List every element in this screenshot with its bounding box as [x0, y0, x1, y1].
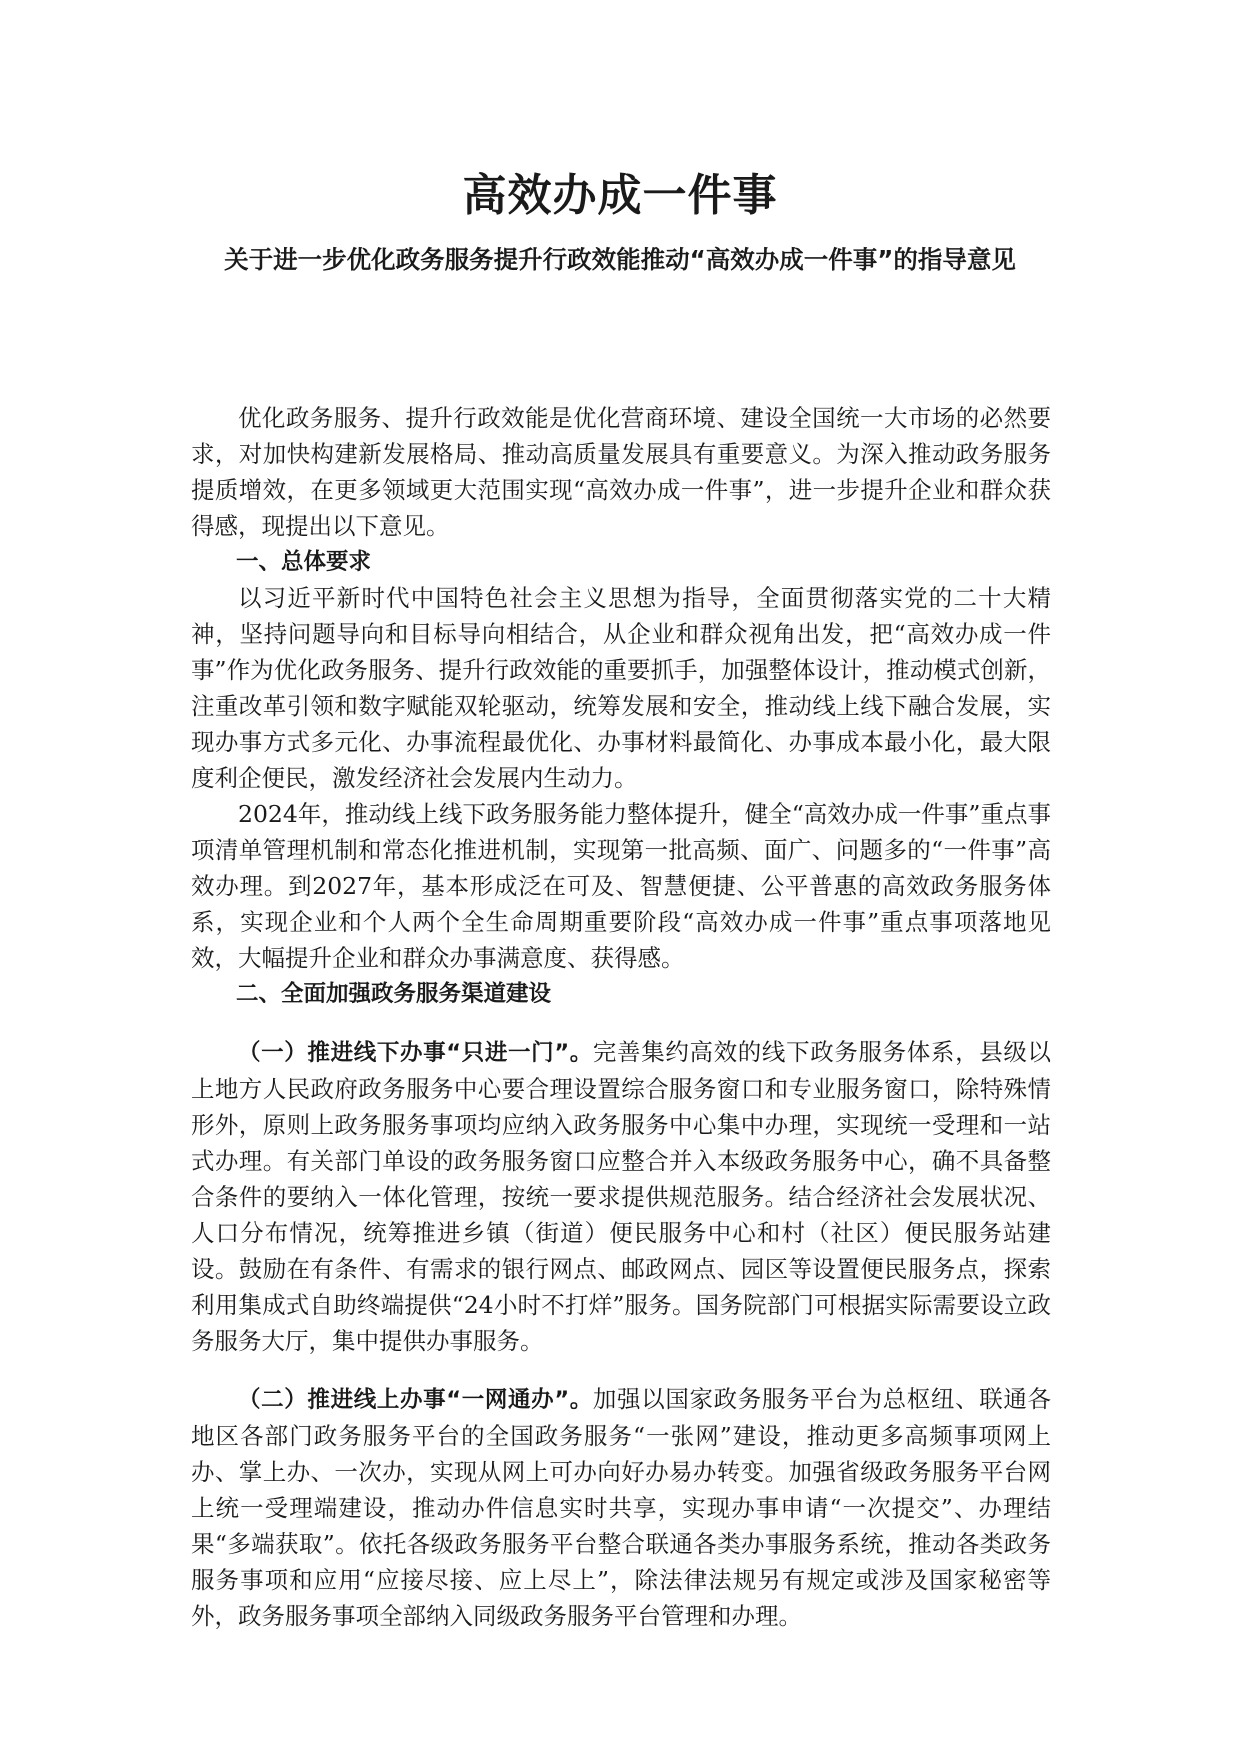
section-1-paragraph-1: 以习近平新时代中国特色社会主义思想为指导，全面贯彻落实党的二十大精神，坚持问题导向和目标导向相结合，从企业和群众视角出发，把“高效办成一件事”作为优化政务服务、提升行政效能的重要抓手，加强整体设计，推动模式创新，注重改革引领和数字赋能双轮驱动，统筹发展和安全，推动线上线下融合发展，实现办事方式多元化、办事流程最优化、办事材料最简化、办事成本最小化，最大限度利企便民，激发经济社会发展内生动力。: [191, 584, 1051, 792]
document-subtitle: 关于进一步优化政务服务提升行政效能推动“高效办成一件事”的指导意见: [224, 245, 1016, 274]
document-body: [191, 400, 1051, 1634]
section-2-heading: 二、全面加强政务服务渠道建设: [236, 981, 552, 1007]
section-2-item-1-lead: （一）推进线下办事“只进一门”。: [238, 1040, 593, 1066]
section-1-heading: 一、总体要求: [236, 549, 372, 575]
section-2-item-2-text: 加强以国家政务服务平台为总枢纽、联通各地区各部门政务服务平台的全国政务服务“一张网”建设，推动更多高频事项网上办、掌上办、一次办，实现从网上可办向好办易办转变。加强省级政务服务平台网上统一受理端建设，推动办件信息实时共享，实现办事申请“一次提交”、办理结果“多端获取”。依托各级政务服务平台整合联通各类办事服务系统，推动各类政务服务事项和应用“应接尽接、应上尽上”，除法律法规另有规定或涉及国家秘密等外，政务服务事项全部纳入同级政务服务平台管理和办理。: [191, 1385, 1052, 1630]
section-2-item-1-text: 完善集约高效的线下政务服务体系，县级以上地方人民政府政务服务中心要合理设置综合服务窗口和专业服务窗口，除特殊情形外，原则上政务服务事项均应纳入政务服务中心集中办理，实现统一受理和一站式办理。有关部门单设的政务服务窗口应整合并入本级政务服务中心，确不具备整合条件的要纳入一体化管理，按统一要求提供规范服务。结合经济社会发展状况、人口分布情况，统筹推进乡镇（街道）便民服务中心和村（社区）便民服务站建设。鼓励在有条件、有需求的银行网点、邮政网点、园区等设置便民服务点，探索利用集成式自助终端提供“24小时不打烊”服务。国务院部门可根据实际需要设立政务服务大厅，集中提供办事服务。: [191, 1038, 1052, 1355]
section-2-item-2: [191, 1381, 1051, 1634]
intro-paragraph: 优化政务服务、提升行政效能是优化营商环境、建设全国统一大市场的必然要求，对加快构建新发展格局、推动高质量发展具有重要意义。为深入推动政务服务提质增效，在更多领域更大范围实现“高效办成一件事”，进一步提升企业和群众获得感，现提出以下意见。: [191, 404, 1051, 540]
document-title: 高效办成一件事: [462, 170, 778, 221]
section-1-paragraph-2: 2024年，推动线上线下政务服务能力整体提升，健全“高效办成一件事”重点事项清单管理机制和常态化推进机制，实现第一批高频、面广、问题多的“一件事”高效办理。到2027年，基本形成泛在可及、智慧便捷、公平普惠的高效政务服务体系，实现企业和个人两个全生命周期重要阶段“高效办成一件事”重点事项落地见效，大幅提升企业和群众办事满意度、获得感。: [191, 800, 1051, 972]
section-2-item-1: [191, 1034, 1051, 1359]
section-2-item-2-lead: （二）推进线上办事“一网通办”。: [238, 1387, 593, 1413]
